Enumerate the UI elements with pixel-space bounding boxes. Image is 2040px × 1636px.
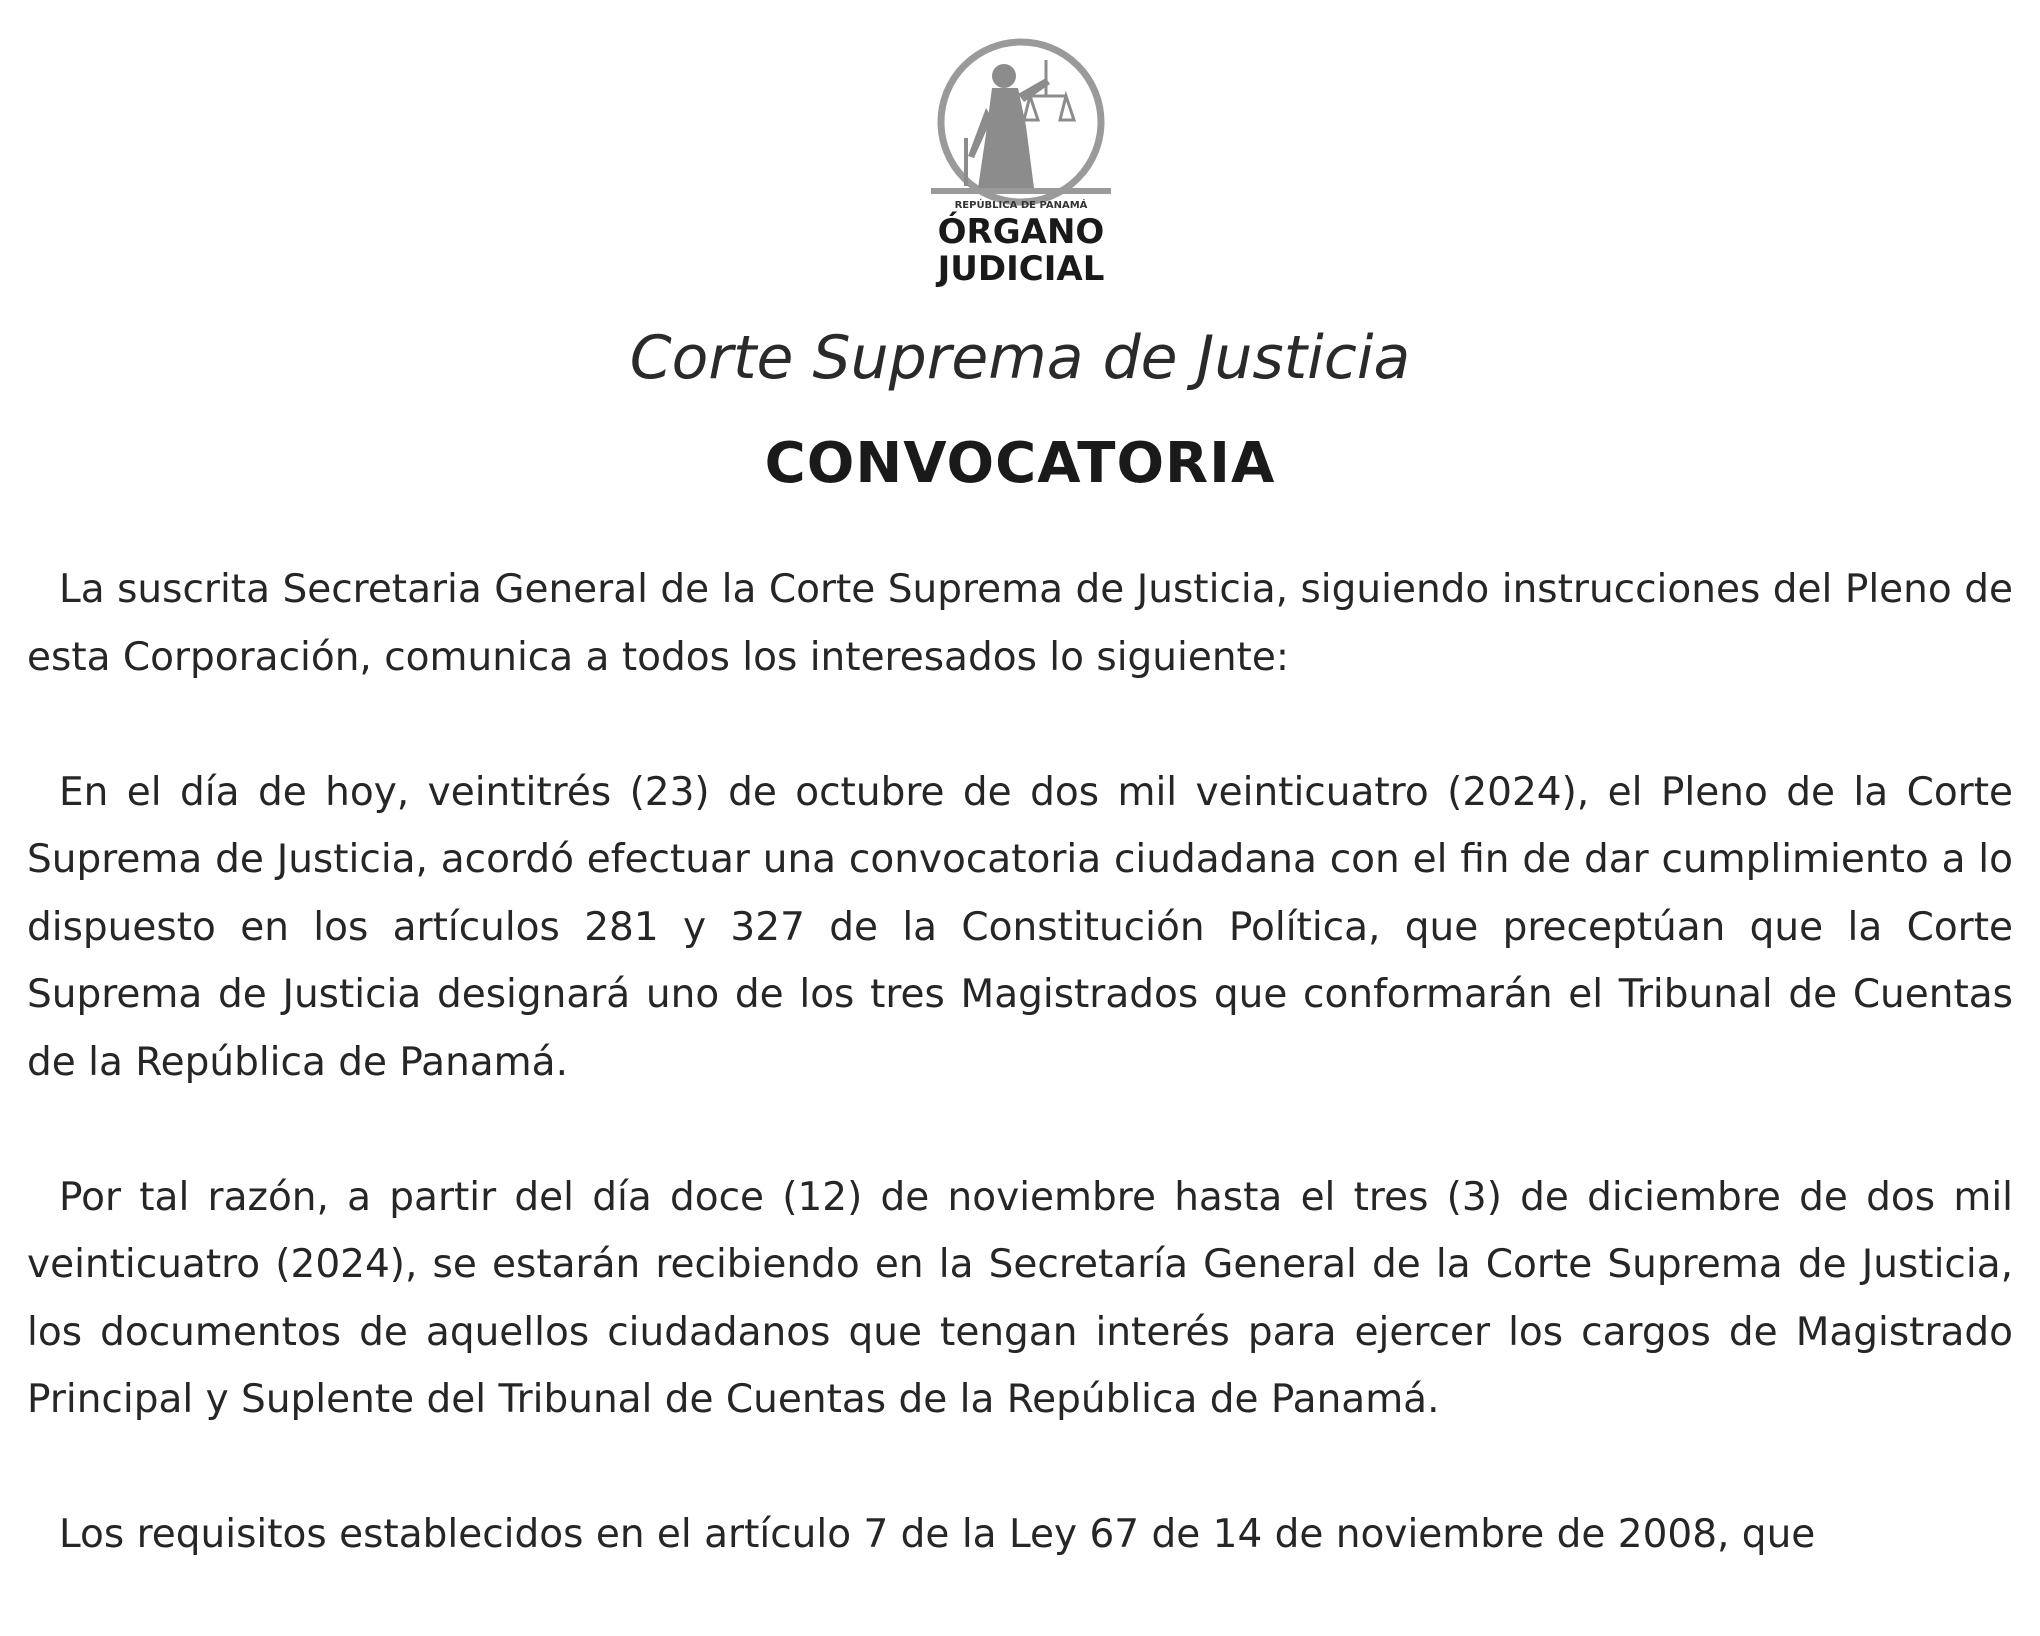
paragraph-intro: La suscrita Secretaria General de la Corte Suprema de Justicia, siguiendo instrucciones del Pleno de esta Corporación, comunica a todos los interesados lo siguiente: — [27, 567, 2013, 680]
paragraph-reception-period: Por tal razón, a partir del día doce (12) de noviembre hasta el tres (3) de diciembre de dos mil veinticuatro (2024), se estarán recibiendo en la Secretaría General de la Corte Suprema de Justicia, los documentos de aquellos ciudadanos que tengan interés para ejercer los cargos de Magistrado Principal y Suplente del Tribunal de Cuentas de la República de Panamá. — [27, 1174, 2013, 1422]
paragraph-requirements: Los requisitos establecidos en el artículo 7 de la Ley 67 de 14 de noviembre de 2008, que — [59, 1512, 1816, 1557]
logo-country-label: REPÚBLICA DE PANAMÁ — [954, 200, 1088, 211]
organo-judicial-logo — [926, 38, 1116, 288]
lady-justice-scales-icon — [926, 38, 1116, 288]
logo-line1: ÓRGANO — [937, 212, 1105, 252]
paragraph-agreement: En el día de hoy, veintitrés (23) de octubre de dos mil veinticuatro (2024), el Pleno de la Corte Suprema de Justicia, acordó efectuar una convocatoria ciudadana con el fin de dar cumplimiento a lo dispuesto en los artículos 281 y 327 de la Constitución Política, que preceptúan que la Corte Suprema de Justicia designará uno de los tres Magistrados que conformarán el Tribunal de Cuentas de la República de Panamá. — [27, 769, 2013, 1085]
document-body — [27, 556, 2013, 1636]
court-name: Corte Suprema de Justicia — [629, 323, 1411, 393]
logo-line2: JUDICIAL — [937, 249, 1105, 288]
document-heading: CONVOCATORIA — [764, 431, 1276, 496]
